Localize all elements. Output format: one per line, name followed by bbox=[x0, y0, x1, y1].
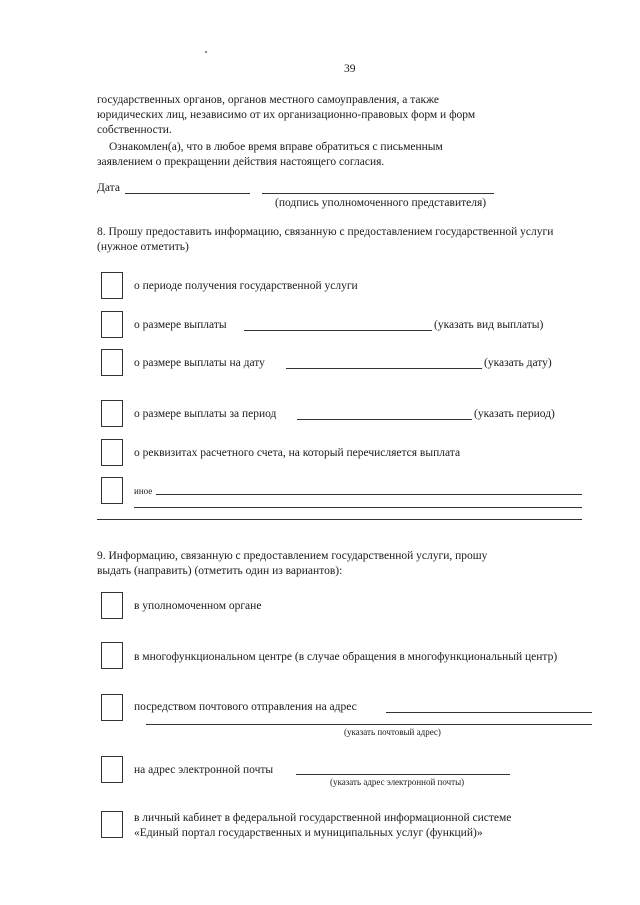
checkbox-payment-period[interactable] bbox=[101, 272, 123, 299]
option-payment-period: о периоде получения государственной услуги bbox=[134, 280, 358, 292]
option-epgu-line-2: «Единый портал государственных и муниципальных услуг (функций)» bbox=[134, 827, 483, 839]
checkbox-payment-for-period[interactable] bbox=[101, 400, 123, 427]
checkbox-payment-on-date[interactable] bbox=[101, 349, 123, 376]
other-line-2[interactable] bbox=[134, 507, 582, 508]
checkbox-other[interactable] bbox=[101, 477, 123, 504]
intro-line-2: юридических лиц, независимо от их организационно-правовых форм и форм bbox=[97, 109, 476, 121]
checkbox-postal[interactable] bbox=[101, 694, 123, 721]
section9-heading-2: выдать (направить) (отметить один из вариантов): bbox=[97, 565, 343, 577]
checkbox-account-details[interactable] bbox=[101, 439, 123, 466]
other-line-1[interactable] bbox=[156, 494, 582, 495]
acknowledge-line-2: заявлением о прекращении действия настоящего согласия. bbox=[97, 156, 385, 168]
section8-heading-1: 8. Прошу предоставить информацию, связанную с предоставлением государственной услуги bbox=[97, 226, 554, 238]
option-mfc: в многофункциональном центре (в случае обращения в многофункциональный центр) bbox=[134, 651, 558, 663]
payment-period-line[interactable] bbox=[297, 419, 472, 420]
checkbox-mfc[interactable] bbox=[101, 642, 123, 669]
checkbox-payment-amount[interactable] bbox=[101, 311, 123, 338]
option-postal: посредством почтового отправления на адрес bbox=[134, 701, 357, 713]
option-payment-for-period: о размере выплаты за период bbox=[134, 408, 277, 420]
intro-line-3: собственности. bbox=[97, 124, 172, 136]
email-line[interactable] bbox=[296, 774, 510, 775]
section9-heading-1: 9. Информацию, связанную с предоставлением государственной услуги, прошу bbox=[97, 550, 488, 562]
option-payment-amount: о размере выплаты bbox=[134, 319, 227, 331]
payment-period-hint: (указать период) bbox=[474, 408, 555, 420]
payment-date-hint: (указать дату) bbox=[484, 357, 552, 369]
option-payment-on-date: о размере выплаты на дату bbox=[134, 357, 265, 369]
checkbox-authorized-body[interactable] bbox=[101, 592, 123, 619]
checkbox-epgu[interactable] bbox=[101, 811, 123, 838]
option-account-details: о реквизитах расчетного счета, на который перечисляется выплата bbox=[134, 447, 461, 459]
page-number: 39 bbox=[344, 63, 356, 75]
acknowledge-line-1: Ознакомлен(а), что в любое время вправе обратиться с письменным bbox=[109, 141, 443, 153]
date-label: Дата bbox=[97, 182, 120, 194]
payment-date-line[interactable] bbox=[286, 368, 482, 369]
option-epgu-line-1: в личный кабинет в федеральной государственной информационной системе bbox=[134, 812, 512, 824]
intro-line-1: государственных органов, органов местного самоуправления, а также bbox=[97, 94, 440, 106]
signature-line[interactable] bbox=[262, 193, 494, 194]
option-other: иное bbox=[134, 486, 153, 496]
checkbox-email[interactable] bbox=[101, 756, 123, 783]
section8-heading-2: (нужное отметить) bbox=[97, 241, 189, 253]
date-line[interactable] bbox=[125, 193, 250, 194]
payment-type-line[interactable] bbox=[244, 330, 432, 331]
postal-address-caption: (указать почтовый адрес) bbox=[344, 727, 441, 737]
postal-address-line-2[interactable] bbox=[146, 724, 592, 725]
postal-address-line-1[interactable] bbox=[386, 712, 592, 713]
option-authorized-body: в уполномоченном органе bbox=[134, 600, 262, 612]
email-caption: (указать адрес электронной почты) bbox=[330, 777, 465, 787]
signature-caption: (подпись уполномоченного представителя) bbox=[275, 197, 487, 209]
scan-speck bbox=[205, 51, 207, 53]
option-email: на адрес электронной почты bbox=[134, 764, 274, 776]
payment-type-hint: (указать вид выплаты) bbox=[434, 319, 544, 331]
other-line-3[interactable] bbox=[97, 519, 582, 520]
